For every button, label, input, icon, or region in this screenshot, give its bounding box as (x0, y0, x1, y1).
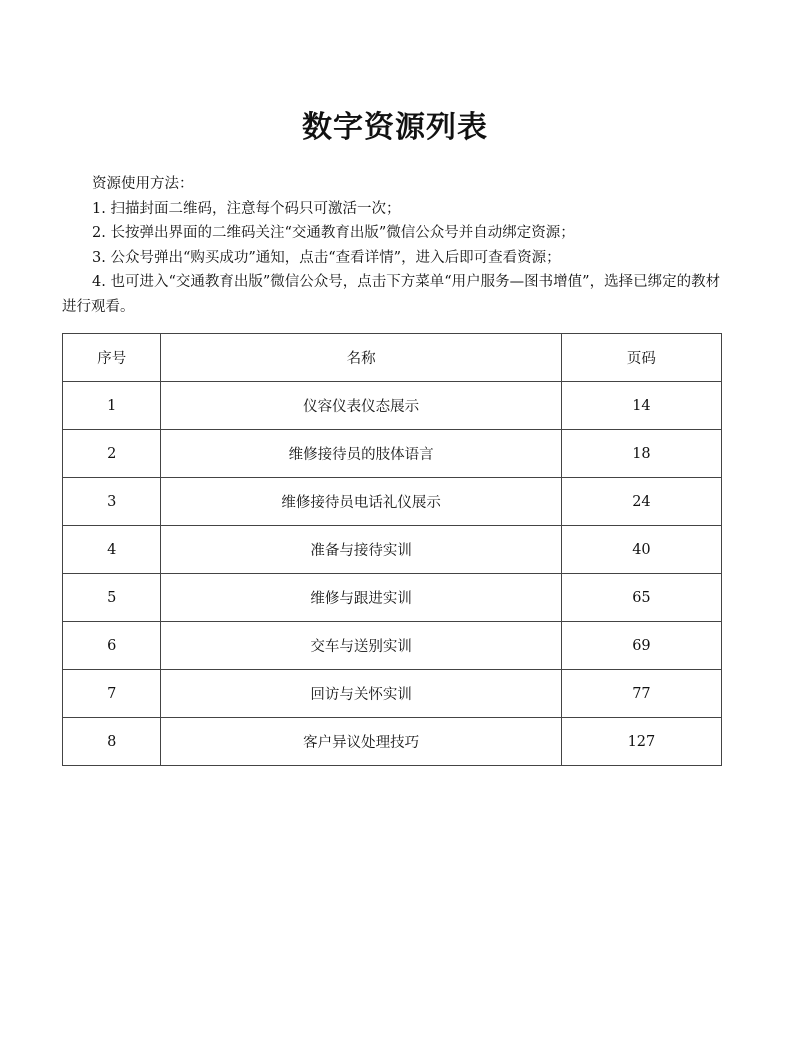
instruction-step: 2. 长按弹出界面的二维码关注“交通教育出版”微信公众号并自动绑定资源； (92, 225, 575, 241)
instruction-step: 3. 公众号弹出“购买成功”通知，点击“查看详情”，进入后即可查看资源； (92, 249, 561, 266)
row-name: 维修接待员的肢体语言 (161, 430, 561, 478)
table-row (63, 670, 722, 718)
row-index: 3 (63, 478, 161, 526)
row-name: 维修接待员电话礼仪展示 (161, 478, 561, 526)
table-row (63, 574, 722, 622)
resource-table (62, 333, 722, 766)
table-header-row (63, 334, 722, 382)
instructions-heading: 资源使用方法： (92, 176, 194, 192)
row-index: 8 (63, 718, 161, 766)
row-page: 14 (561, 382, 721, 430)
instruction-step: 1. 扫描封面二维码，注意每个码只可激活一次； (92, 200, 401, 217)
header-name: 名称 (161, 334, 561, 382)
row-page: 65 (561, 574, 721, 622)
row-name: 仪容仪表仪态展示 (161, 382, 561, 430)
row-page: 127 (561, 718, 721, 766)
table-row (63, 526, 722, 574)
row-name: 回访与关怀实训 (161, 670, 561, 718)
row-index: 7 (63, 670, 161, 718)
row-name: 客户异议处理技巧 (161, 718, 561, 766)
table-row (63, 430, 722, 478)
row-page: 40 (561, 526, 721, 574)
instruction-step: 4. 也可进入“交通教育出版”微信公众号，点击下方菜单“用户服务—图书增值”，选择已绑定的教材进行观看。 (62, 274, 721, 315)
header-index: 序号 (63, 334, 161, 382)
table-row (63, 478, 722, 526)
row-index: 1 (63, 382, 161, 430)
table-row (63, 622, 722, 670)
row-index: 2 (63, 430, 161, 478)
table-row (63, 718, 722, 766)
row-index: 4 (63, 526, 161, 574)
row-page: 77 (561, 670, 721, 718)
row-name: 交车与送别实训 (161, 622, 561, 670)
table-row (63, 382, 722, 430)
header-page: 页码 (561, 334, 721, 382)
row-page: 24 (561, 478, 721, 526)
instructions-section (62, 172, 726, 319)
row-index: 5 (63, 574, 161, 622)
page-title: 数字资源列表 (302, 110, 488, 146)
row-index: 6 (63, 622, 161, 670)
row-name: 维修与跟进实训 (161, 574, 561, 622)
row-page: 18 (561, 430, 721, 478)
row-page: 69 (561, 622, 721, 670)
row-name: 准备与接待实训 (161, 526, 561, 574)
